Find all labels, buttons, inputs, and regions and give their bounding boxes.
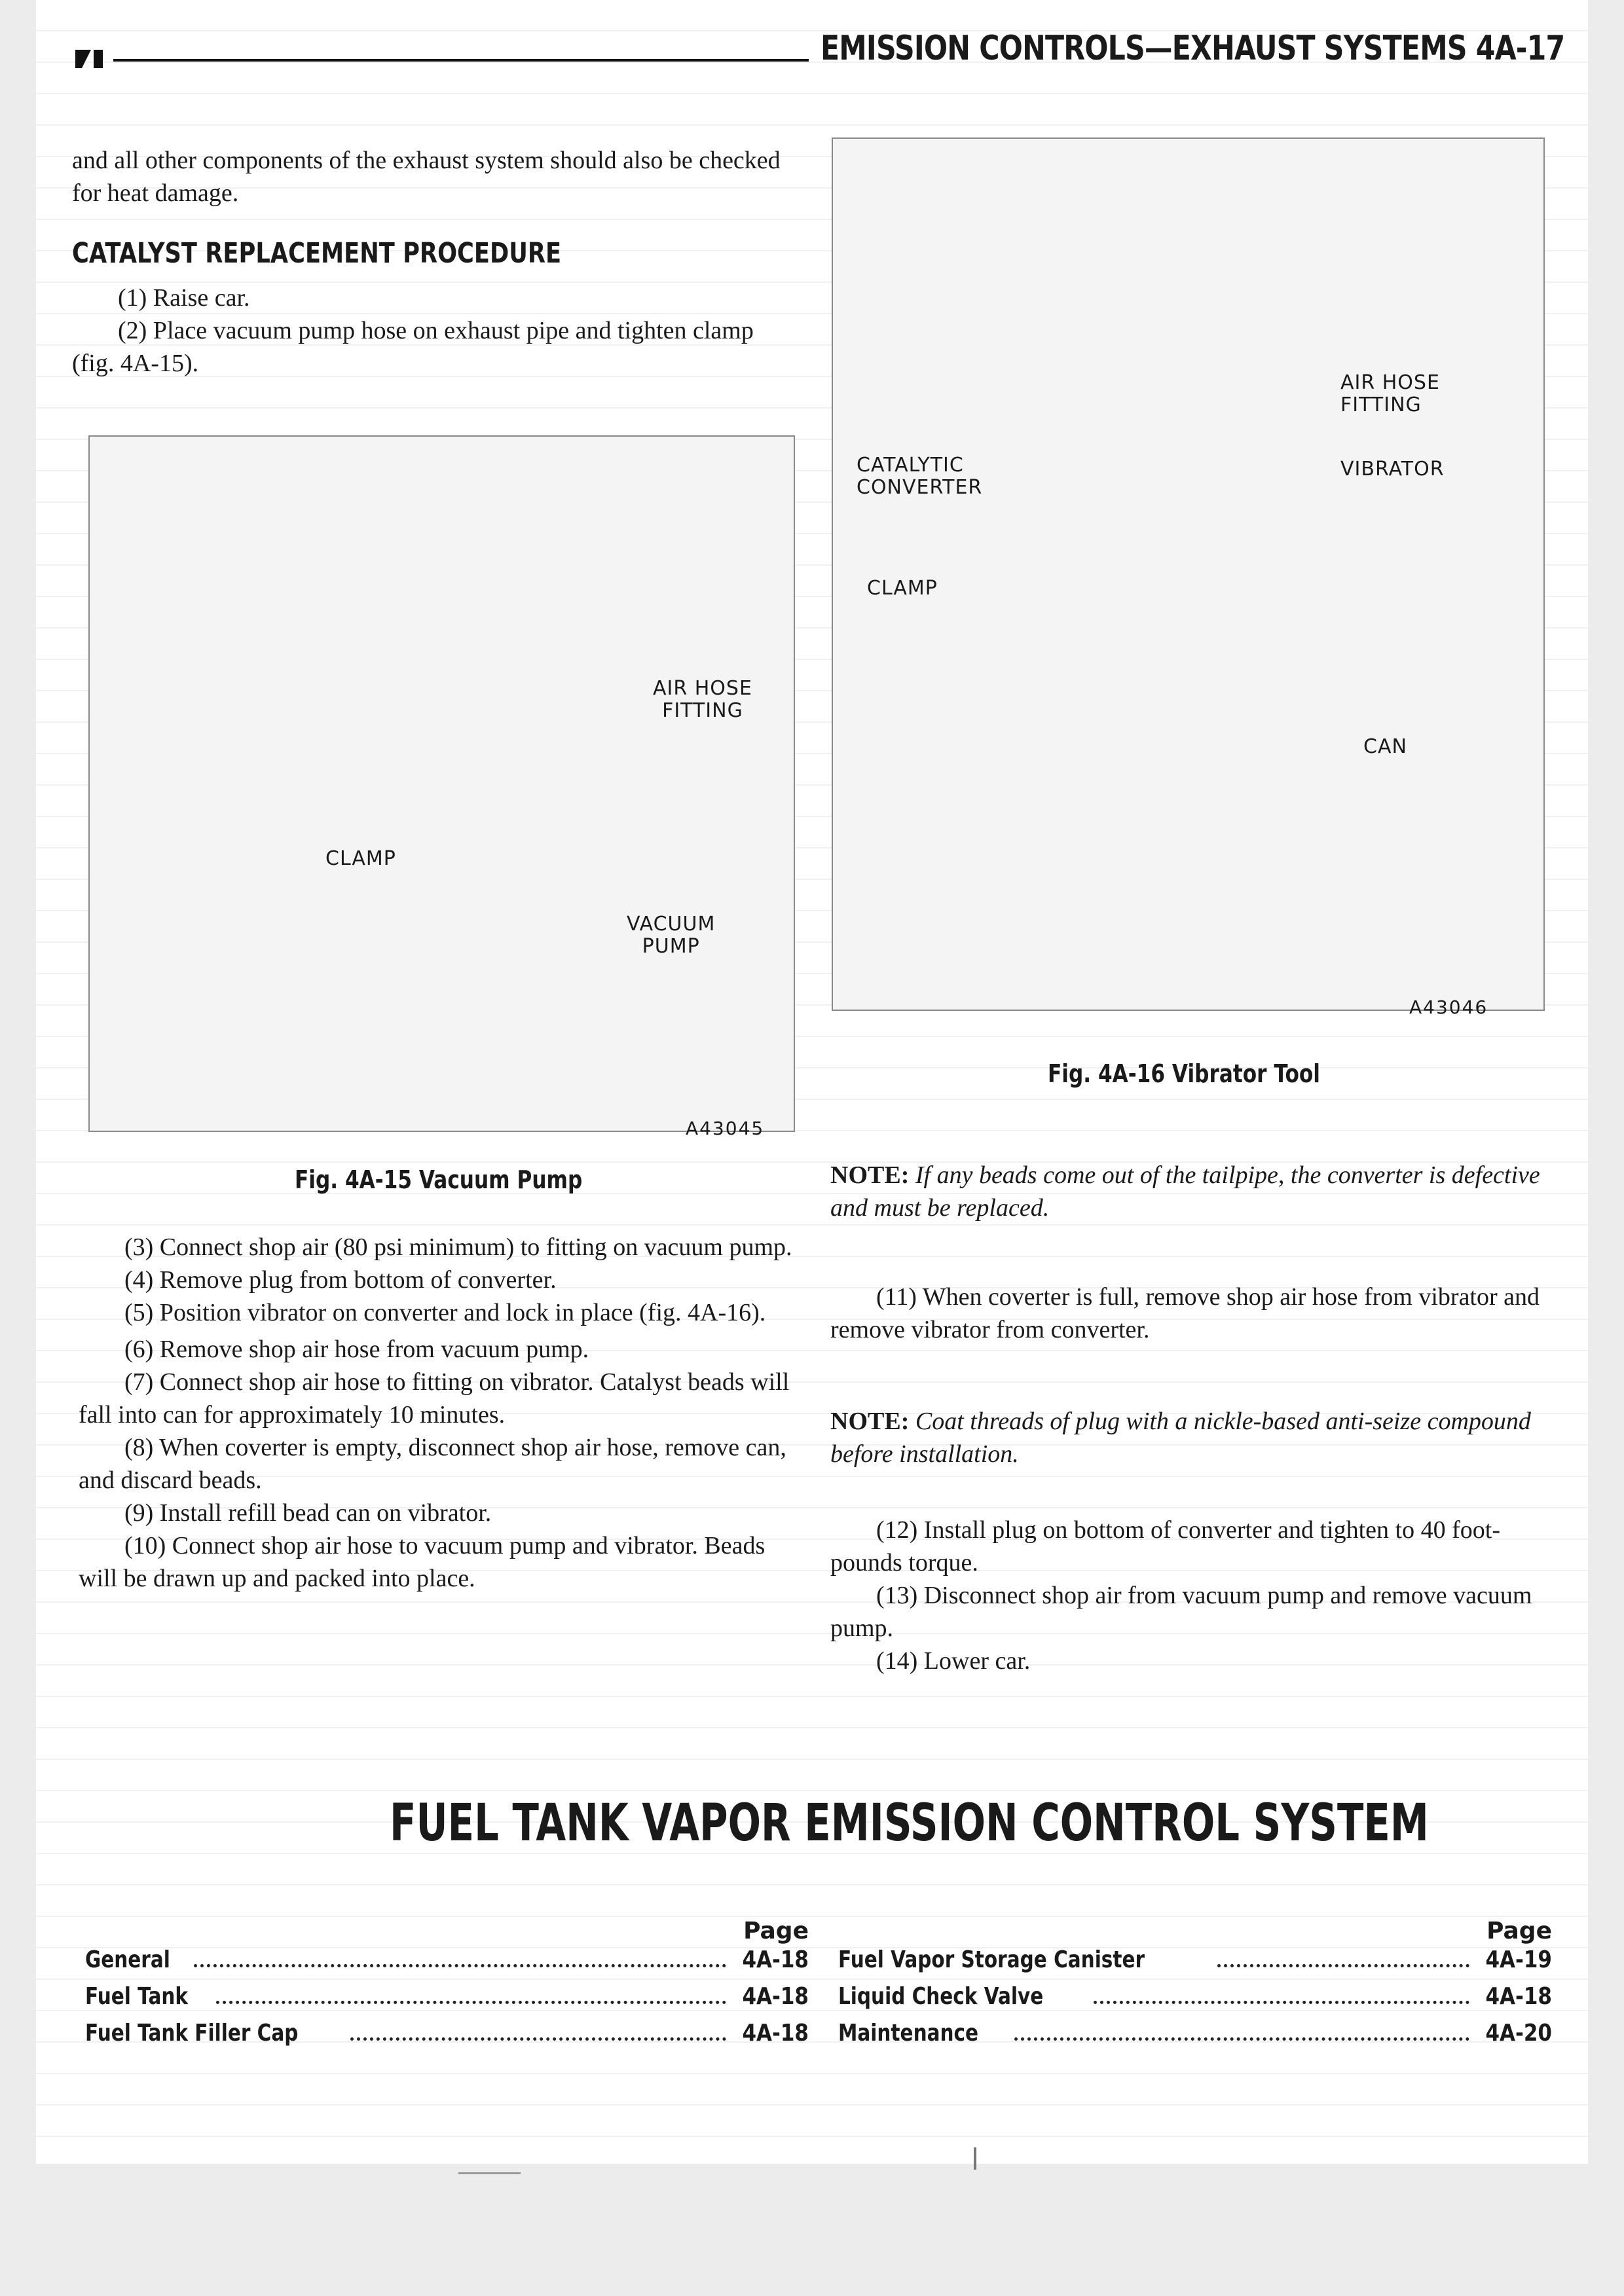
index-page: 4A-18 xyxy=(742,1946,809,1973)
leader-dots xyxy=(1217,1944,1469,1967)
index-page: 4A-19 xyxy=(1485,1946,1552,1973)
leader-dots xyxy=(1094,1981,1469,2004)
manual-page xyxy=(36,0,1588,2164)
binding-mark xyxy=(974,2147,976,2170)
figure-caption: Fig. 4A-16 Vibrator Tool xyxy=(1048,1059,1320,1088)
section-index-left xyxy=(85,1918,809,2054)
section-index-right xyxy=(838,1918,1552,2054)
section-marker-icon xyxy=(75,48,104,68)
callout-vibrator: VIBRATOR xyxy=(1340,458,1445,481)
note-label: NOTE: xyxy=(830,1408,910,1435)
procedure-step: (14) Lower car. xyxy=(876,1647,1031,1675)
note-text: If any beads come out of the tailpipe, the converter is defective and must be replaced. xyxy=(830,1161,1540,1222)
procedure-step: (10) Connect shop air hose to vacuum pump and vibrator. Beads will be drawn up and packed into place. xyxy=(79,1532,766,1592)
index-entry xyxy=(838,2018,1552,2054)
procedure-step: (2) Place vacuum pump hose on exhaust pipe and tighten clamp (fig. 4A-15). xyxy=(72,317,754,377)
figure-code: A43045 xyxy=(686,1118,765,1139)
leader-dots xyxy=(350,2018,726,2041)
index-page: 4A-18 xyxy=(1485,1983,1552,2010)
page-column-header: Page xyxy=(1486,1918,1552,1944)
index-entry xyxy=(85,1981,809,2018)
callout-vacuum-pump: VACUUM PUMP xyxy=(627,913,716,958)
procedure-step: (11) When coverter is full, remove shop air hose from vibrator and remove vibrator from converter. xyxy=(830,1283,1540,1343)
index-page: 4A-18 xyxy=(742,2020,809,2047)
left-column-bottom xyxy=(79,1231,809,1595)
left-column-top xyxy=(72,144,792,380)
note-label: NOTE: xyxy=(830,1161,910,1189)
procedure-step: (4) Remove plug from bottom of converter. xyxy=(124,1266,557,1294)
leader-dots xyxy=(216,1981,727,2004)
header-rule xyxy=(113,59,809,62)
index-entry xyxy=(85,2018,809,2054)
callout-air-hose-fitting: AIR HOSE FITTING xyxy=(1340,371,1440,416)
index-entry xyxy=(838,1981,1552,2018)
procedure-step: (9) Install refill bead can on vibrator. xyxy=(124,1499,492,1527)
figure-code: A43046 xyxy=(1409,996,1488,1018)
callout-clamp: CLAMP xyxy=(325,847,396,870)
page-header-title: EMISSION CONTROLS—EXHAUST SYSTEMS 4A-17 xyxy=(821,29,1565,68)
index-label: Liquid Check Valve xyxy=(838,1983,1044,2010)
right-column xyxy=(830,1159,1551,1677)
figure-vacuum-pump xyxy=(88,435,795,1139)
index-label: Fuel Tank Filler Cap xyxy=(85,2020,299,2047)
index-label: General xyxy=(85,1946,170,1973)
procedure-step: (5) Position vibrator on converter and lock in place (fig. 4A-16). xyxy=(124,1299,766,1326)
figure-caption: Fig. 4A-15 Vacuum Pump xyxy=(295,1165,583,1194)
procedure-heading: CATALYST REPLACEMENT PROCEDURE xyxy=(72,237,562,270)
note-paragraph xyxy=(830,1159,1551,1224)
note-paragraph xyxy=(830,1405,1551,1470)
procedure-step: (1) Raise car. xyxy=(118,284,250,312)
note-text: Coat threads of plug with a nickle-based anti-seize compound before installation. xyxy=(830,1408,1531,1468)
binding-mark xyxy=(458,2172,521,2174)
callout-catalytic-converter: CATALYTIC CONVERTER xyxy=(857,454,983,499)
page-column-header: Page xyxy=(743,1918,809,1944)
procedure-step: (12) Install plug on bottom of converter and tighten to 40 foot-pounds torque. xyxy=(830,1516,1500,1576)
intro-paragraph: and all other components of the exhaust system should also be checked for heat damage. xyxy=(72,147,781,207)
index-page: 4A-18 xyxy=(742,1983,809,2010)
callout-air-hose-fitting: AIR HOSE FITTING xyxy=(653,677,752,722)
index-entry xyxy=(838,1944,1552,1981)
procedure-step: (8) When coverter is empty, disconnect shop air hose, remove can, and discard beads. xyxy=(79,1434,786,1494)
procedure-step: (3) Connect shop air (80 psi minimum) to fitting on vacuum pump. xyxy=(124,1233,792,1261)
leader-dots xyxy=(194,1944,726,1967)
index-entry xyxy=(85,1944,809,1981)
section-title: FUEL TANK VAPOR EMISSION CONTROL SYSTEM xyxy=(390,1794,1429,1853)
figure-vibrator-tool xyxy=(832,137,1545,1018)
index-label: Fuel Vapor Storage Canister xyxy=(838,1946,1145,1973)
index-page: 4A-20 xyxy=(1485,2020,1552,2047)
index-label: Maintenance xyxy=(838,2020,979,2047)
procedure-step: (13) Disconnect shop air from vacuum pump and remove vacuum pump. xyxy=(830,1582,1532,1642)
callout-clamp: CLAMP xyxy=(867,577,938,600)
leader-dots xyxy=(1014,2018,1469,2041)
index-label: Fuel Tank xyxy=(85,1983,189,2010)
callout-can: CAN xyxy=(1363,735,1407,758)
procedure-step: (6) Remove shop air hose from vacuum pump. xyxy=(124,1336,589,1363)
procedure-step: (7) Connect shop air hose to fitting on vibrator. Catalyst beads will fall into can for approximately 10 minutes. xyxy=(79,1368,790,1429)
